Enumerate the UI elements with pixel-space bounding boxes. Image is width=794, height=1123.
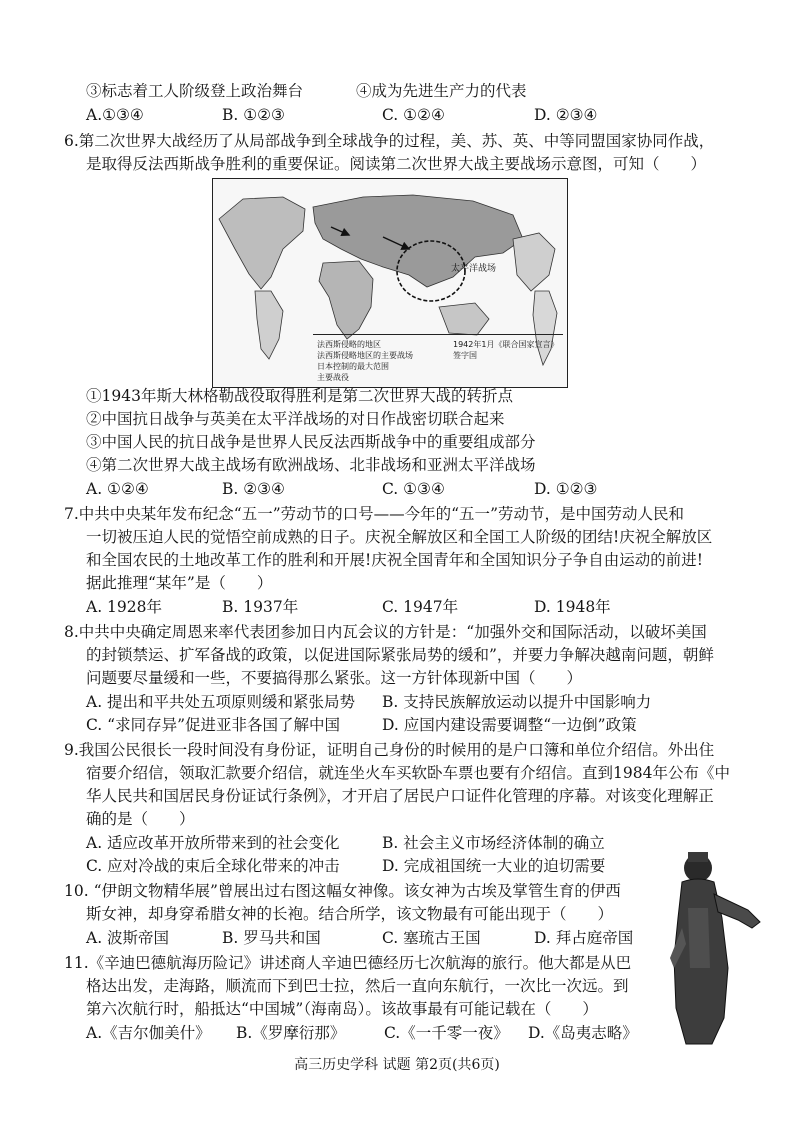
q8-option-a[interactable]: A. 提出和平共处五项原则缓和紧张局势 <box>86 693 356 711</box>
q5-option-c[interactable]: C. ①②④ <box>382 106 445 124</box>
q11-option-d[interactable]: D.《岛夷志略》 <box>528 1024 638 1042</box>
q6-stem-line1: 6.第二次世界大战经历了从局部战争到全球战争的过程，美、苏、英、中等同盟国家协同作战， <box>64 132 715 150</box>
goddess-statue-image <box>652 848 770 1048</box>
q6-item-1: ①1943年斯大林格勒战役取得胜利是第二次世界大战的转折点 <box>86 387 513 405</box>
q9-option-a[interactable]: A. 适应改革开放所带来到的社会变化 <box>86 834 340 852</box>
page-footer: 高三历史学科 试题 第2页(共6页) <box>294 1057 500 1073</box>
q9-option-c[interactable]: C. 应对冷战的束后全球化带来的冲击 <box>86 857 340 875</box>
map-legend <box>313 334 563 385</box>
q7-option-c[interactable]: C. 1947年 <box>382 598 459 616</box>
q6-stem-line2: 是取得反法西斯战争胜利的重要保证。阅读第二次世界大战主要战场示意图，可知（ ） <box>86 155 707 173</box>
q11-line-3: 第六次航行时，船抵达“中国城”（海南岛）。该故事最有可能记载在（ ） <box>86 1000 598 1018</box>
q6-option-c[interactable]: C. ①③④ <box>382 480 445 498</box>
legend-note: 1942年1月《联合国家宣言》签字国 <box>453 340 559 360</box>
q10-line-2: 斯女神，却身穿希腊女神的长袍。结合所学，该文物最有可能出现于（ ） <box>86 905 614 923</box>
q7-option-b[interactable]: B. 1937年 <box>222 598 299 616</box>
legend-item-3: 日本控制的最大范围 <box>317 362 389 371</box>
q8-line-3: 问题要尽量缓和一些，不要搞得那么紧张。这一方针体现新中国（ ） <box>86 669 583 687</box>
q5-option-d[interactable]: D. ②③④ <box>534 106 598 124</box>
q8-option-d[interactable]: D. 应国内建设需要调整“一边倒”政策 <box>382 716 637 734</box>
q9-line-1: 9.我国公民很长一段时间没有身份证，证明自己身份的时候用的是户口簿和单位介绍信。外出住 <box>64 741 715 759</box>
q6-item-2: ②中国抗日战争与英美在太平洋战场的对日作战密切联合起来 <box>86 410 505 428</box>
pacific-label: 太平洋战场 <box>451 264 497 274</box>
legend-item-4: 主要战役 <box>317 373 349 382</box>
q7-line-3: 和全国农民的土地改革工作的胜利和开展!庆祝全国青年和全国知识分子争自由运动的前进! <box>86 551 703 569</box>
q6-option-a[interactable]: A. ①②④ <box>86 480 149 498</box>
q11-option-a[interactable]: A.《吉尔伽美什》 <box>86 1024 211 1042</box>
q10-option-b[interactable]: B. 罗马共和国 <box>222 929 321 947</box>
q8-option-b[interactable]: B. 支持民族解放运动以提升中国影响力 <box>382 693 652 711</box>
q9-line-3: 华人民共和国居民身份证试行条例》，才开启了居民户口证件化管理的序幕。对该变化理解正 <box>86 787 714 805</box>
q5-option-b[interactable]: B. ①②③ <box>222 106 285 124</box>
ww2-battlefield-map <box>212 178 568 388</box>
legend-item-1: 法西斯侵略的地区 <box>317 340 381 349</box>
q5-item3: ③标志着工人阶级登上政治舞台 <box>86 82 304 100</box>
q5-item4: ④成为先进生产力的代表 <box>356 82 527 100</box>
q6-option-d[interactable]: D. ①②③ <box>534 480 598 498</box>
q10-line-1: 10. “伊朗文物精华展”曾展出过右图这幅女神像。该女神为古埃及掌管生育的伊西 <box>64 882 621 900</box>
q7-option-a[interactable]: A. 1928年 <box>86 598 162 616</box>
q10-option-d[interactable]: D. 拜占庭帝国 <box>534 929 634 947</box>
q11-option-c[interactable]: C.《一千零一夜》 <box>384 1024 509 1042</box>
q6-item-3: ③中国人民的抗日战争是世界人民反法西斯战争中的重要组成部分 <box>86 433 536 451</box>
q7-option-d[interactable]: D. 1948年 <box>534 598 611 616</box>
q8-line-1: 8.中共中央确定周恩来率代表团参加日内瓦会议的方针是：“加强外交和国际活动，以破坏美国 <box>64 623 707 641</box>
q9-option-b[interactable]: B. 社会主义市场经济体制的确立 <box>382 834 605 852</box>
q7-line-4: 据此推理“某年”是（ ） <box>86 574 273 592</box>
q6-item-4: ④第二次世界大战主战场有欧洲战场、北非战场和亚洲太平洋战场 <box>86 456 536 474</box>
q11-line-1: 11.《辛迪巴德航海历险记》讲述商人辛迪巴德经历七次航海的旅行。他大都是从巴 <box>64 954 632 972</box>
legend-item-2: 法西斯侵略地区的主要战场 <box>317 351 413 360</box>
q8-option-c[interactable]: C. “求同存异”促进亚非各国了解中国 <box>86 716 341 734</box>
q8-line-2: 的封锁禁运、扩军备战的政策，以促进国际紧张局势的缓和”，并要力争解决越南问题，朝鲜 <box>86 646 714 664</box>
q5-option-a[interactable]: A.①③④ <box>86 106 144 124</box>
q9-option-d[interactable]: D. 完成祖国统一大业的迫切需要 <box>382 857 606 875</box>
q11-option-b[interactable]: B.《罗摩衍那》 <box>236 1024 346 1042</box>
q9-line-4: 确的是（ ） <box>86 810 195 828</box>
q10-option-a[interactable]: A. 波斯帝国 <box>86 929 170 947</box>
q6-option-b[interactable]: B. ②③④ <box>222 480 285 498</box>
q7-line-2: 一切被压迫人民的觉悟空前成熟的日子。庆祝全解放区和全国工人阶级的团结!庆祝全解放区 <box>86 528 713 546</box>
q11-line-2: 格达出发，走海路，顺流而下到巴士拉，然后一直向东航行，一次比一次远。到 <box>86 977 629 995</box>
q9-line-2: 宿要介绍信，领取汇款要介绍信，就连坐火车买软卧车票也要有介绍信。直到1984年公布《中 <box>86 764 730 782</box>
q10-option-c[interactable]: C. 塞琉古王国 <box>382 929 481 947</box>
q7-line-1: 7.中共中央某年发布纪念“五一”劳动节的口号——今年的“五一”劳动节，是中国劳动人民和 <box>64 505 684 523</box>
